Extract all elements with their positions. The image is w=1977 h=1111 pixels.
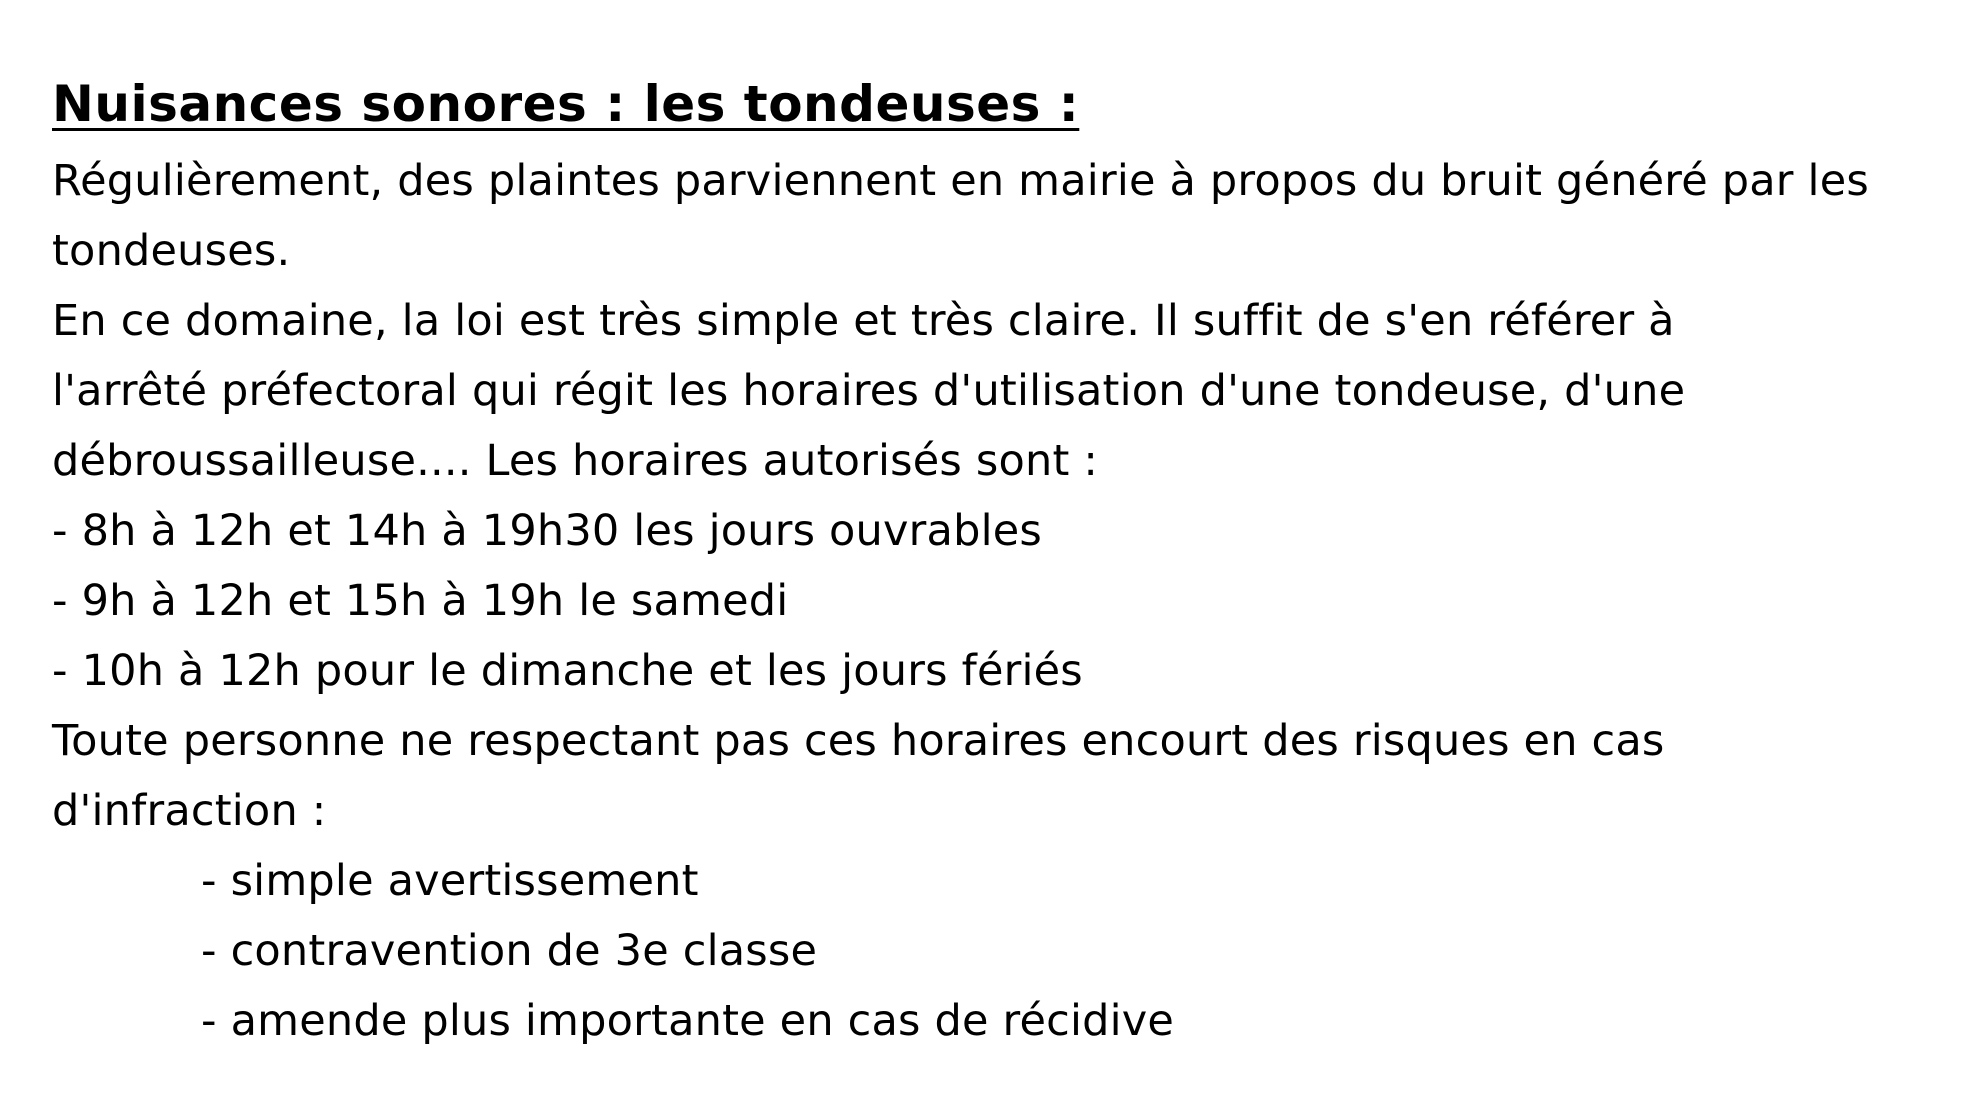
schedule-item-saturday: - 9h à 12h et 15h à 19h le samedi <box>52 576 789 626</box>
risk-paragraph <box>52 706 1952 846</box>
text-line: Toute personne ne respectant pas ces horaires encourt des risques en cas <box>52 716 1665 766</box>
document-body <box>52 62 1952 1056</box>
text-line: d'infraction : <box>52 786 327 836</box>
penalties-list <box>52 846 1952 1056</box>
document-title: Nuisances sonores : les tondeuses : <box>52 75 1080 133</box>
text-line: tondeuses. <box>52 226 291 276</box>
intro-paragraph <box>52 146 1952 286</box>
text-line: En ce domaine, la loi est très simple et très claire. Il suffit de s'en référer à <box>52 296 1675 346</box>
penalty-item-recidivism: - amende plus importante en cas de récidive <box>201 996 1175 1046</box>
text-line: débroussailleuse.... Les horaires autorisés sont : <box>52 436 1099 486</box>
law-paragraph <box>52 286 1952 496</box>
schedule-item-weekdays: - 8h à 12h et 14h à 19h30 les jours ouvrables <box>52 506 1042 556</box>
schedule-list <box>52 496 1952 706</box>
text-line: l'arrêté préfectoral qui régit les horaires d'utilisation d'une tondeuse, d'une <box>52 366 1686 416</box>
text-line: Régulièrement, des plaintes parviennent en mairie à propos du bruit généré par les <box>52 156 1869 206</box>
penalty-item-warning: - simple avertissement <box>201 856 699 906</box>
schedule-item-sunday-holidays: - 10h à 12h pour le dimanche et les jours fériés <box>52 646 1083 696</box>
penalty-item-fine: - contravention de 3e classe <box>201 926 818 976</box>
